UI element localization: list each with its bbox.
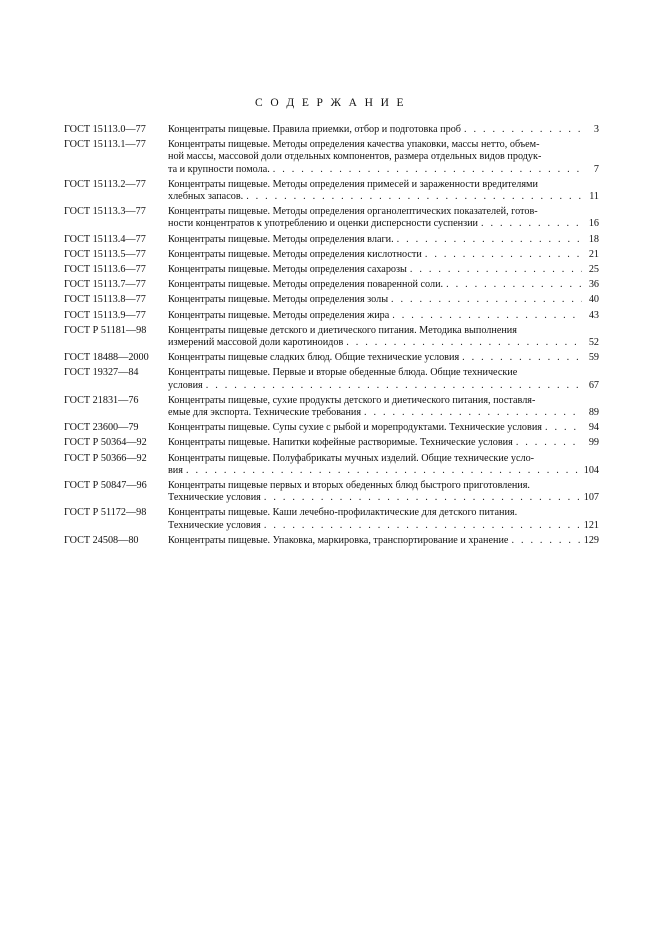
title-text: Концентраты пищевые. Методы определения жира bbox=[168, 309, 390, 321]
title-last-line bbox=[168, 218, 599, 230]
toc-entry bbox=[64, 249, 599, 261]
dot-leader bbox=[273, 164, 582, 176]
title-text: Технические условия bbox=[168, 492, 261, 504]
entry-title bbox=[168, 206, 599, 230]
page-number: 67 bbox=[588, 379, 599, 391]
dot-leader bbox=[392, 310, 582, 322]
title-text: Концентраты пищевые. Методы определения кислотности bbox=[168, 248, 422, 260]
title-line: Концентраты пищевые. Первые и вторые обеденные блюда. Общие технические bbox=[168, 367, 518, 379]
title-last-line bbox=[168, 407, 599, 419]
toc-entry bbox=[64, 264, 599, 276]
entry-title bbox=[168, 437, 599, 449]
title-last-line bbox=[168, 337, 599, 349]
page-number: 89 bbox=[588, 407, 599, 419]
dot-leader bbox=[462, 352, 582, 364]
title-last-line bbox=[168, 520, 599, 532]
dot-leader bbox=[391, 294, 582, 306]
standard-code: ГОСТ Р 50366—92 bbox=[64, 452, 147, 464]
entry-title bbox=[168, 535, 599, 547]
entry-title bbox=[168, 179, 599, 203]
title-last-line bbox=[168, 279, 599, 291]
standard-code: ГОСТ Р 50364—92 bbox=[64, 437, 147, 449]
entry-title bbox=[168, 279, 599, 291]
dot-leader bbox=[264, 492, 581, 504]
title-line: Концентраты пищевые. Методы определения примесей и зараженности вредителями bbox=[168, 178, 538, 190]
page-number: 18 bbox=[588, 233, 599, 245]
standard-code: ГОСТ 15113.0—77 bbox=[64, 124, 146, 135]
entry-title bbox=[168, 264, 599, 276]
entry-title bbox=[168, 507, 599, 531]
toc-entry bbox=[64, 279, 599, 291]
title-line: Концентраты пищевые. Методы определения органолептических показателей, готов- bbox=[168, 206, 538, 218]
title-last-line bbox=[168, 264, 599, 276]
title-text: Концентраты пищевые. Методы определения влаги. bbox=[168, 233, 394, 245]
toc-entry bbox=[64, 124, 599, 136]
page-number: 59 bbox=[588, 352, 599, 364]
entry-title bbox=[168, 395, 599, 419]
standard-code: ГОСТ 15113.7—77 bbox=[64, 279, 146, 291]
standard-code: ГОСТ Р 51172—98 bbox=[64, 507, 147, 519]
toc-entry bbox=[64, 507, 599, 531]
title-line: Концентраты пищевые. Методы определения качества упаковки, массы нетто, объем- bbox=[168, 139, 540, 151]
dot-leader bbox=[364, 407, 582, 419]
title-last-line bbox=[168, 492, 599, 504]
entry-title bbox=[168, 325, 599, 349]
toc-entry bbox=[64, 179, 599, 203]
page-number: 40 bbox=[588, 294, 599, 306]
page-number: 99 bbox=[588, 437, 599, 449]
title-text: Технические условия bbox=[168, 519, 261, 531]
page-number: 121 bbox=[583, 519, 599, 531]
toc-entry bbox=[64, 535, 599, 547]
title-text: Концентраты пищевые. Супы сухие с рыбой и морепродуктами. Технические условия bbox=[168, 422, 542, 434]
page-number: 16 bbox=[588, 218, 599, 230]
dot-leader bbox=[264, 520, 581, 532]
standard-code: ГОСТ Р 50847—96 bbox=[64, 480, 147, 492]
dot-leader bbox=[516, 437, 582, 449]
toc-entry bbox=[64, 480, 599, 504]
entry-title bbox=[168, 453, 599, 477]
title-text: хлебных запасов. bbox=[168, 191, 244, 203]
entry-title bbox=[168, 139, 599, 176]
standard-code: ГОСТ 15113.5—77 bbox=[64, 248, 146, 260]
title-text: Концентраты пищевые. Напитки кофейные растворимые. Технические условия bbox=[168, 437, 513, 449]
toc-entry bbox=[64, 325, 599, 349]
title-last-line bbox=[168, 124, 599, 136]
page-number: 129 bbox=[583, 534, 599, 546]
dot-leader bbox=[346, 337, 582, 349]
title-line: ной массы, массовой доли отдельных компонентов, размера отдельных видов продук- bbox=[168, 151, 542, 163]
toc-entry bbox=[64, 310, 599, 322]
title-text: Концентраты пищевые. Методы определения золы bbox=[168, 294, 389, 306]
entry-title bbox=[168, 249, 599, 261]
title-text: Концентраты пищевые. Методы определения поваренной соли. bbox=[168, 279, 444, 291]
standard-code: ГОСТ 15113.8—77 bbox=[64, 294, 146, 306]
title-line: Концентраты пищевые. Полуфабрикаты мучных изделий. Общие технические усло- bbox=[168, 452, 535, 464]
dot-leader bbox=[206, 380, 582, 392]
title-last-line bbox=[168, 437, 599, 449]
title-line: Концентраты пищевые. Каши лечебно-профилактические для детского питания. bbox=[168, 507, 518, 519]
standard-code: ГОСТ 15113.2—77 bbox=[64, 178, 146, 190]
dot-leader bbox=[481, 218, 582, 230]
toc-entry bbox=[64, 437, 599, 449]
page-number: 107 bbox=[583, 492, 599, 504]
dot-leader bbox=[186, 465, 581, 477]
table-of-contents bbox=[64, 124, 599, 550]
entry-title bbox=[168, 294, 599, 306]
title-line: Концентраты пищевые первых и вторых обеденных блюд быстрого приготовления. bbox=[168, 480, 530, 492]
dot-leader bbox=[246, 191, 582, 203]
page-number: 36 bbox=[588, 279, 599, 291]
standard-code: ГОСТ 15113.9—77 bbox=[64, 309, 146, 321]
title-text: емые для экспорта. Технические требования bbox=[168, 407, 362, 419]
title-line: Концентраты пищевые, сухие продукты детского и диетического питания, поставля- bbox=[168, 394, 536, 406]
toc-entry bbox=[64, 206, 599, 230]
title-line: Концентраты пищевые детского и диетического питания. Методика выполнения bbox=[168, 324, 517, 336]
standard-code: ГОСТ 23600—79 bbox=[64, 422, 139, 434]
standard-code: ГОСТ 24508—80 bbox=[64, 534, 139, 546]
dot-leader bbox=[464, 124, 582, 136]
title-last-line bbox=[168, 535, 599, 547]
dot-leader bbox=[446, 279, 582, 291]
toc-entry bbox=[64, 422, 599, 434]
title-last-line bbox=[168, 294, 599, 306]
title-text: Концентраты пищевые. Методы определения сахарозы bbox=[168, 264, 407, 276]
entry-title bbox=[168, 367, 599, 391]
page-number: 3 bbox=[593, 124, 599, 135]
title-last-line bbox=[168, 164, 599, 176]
toc-entry bbox=[64, 139, 599, 176]
page-number: 94 bbox=[588, 422, 599, 434]
page-number: 104 bbox=[583, 464, 599, 476]
contents-heading: С О Д Е Р Ж А Н И Е bbox=[255, 97, 406, 109]
title-text: вия bbox=[168, 464, 183, 476]
entry-title bbox=[168, 422, 599, 434]
standard-code: ГОСТ 19327—84 bbox=[64, 367, 139, 379]
title-text: измерений массовой доли каротиноидов bbox=[168, 337, 344, 349]
title-last-line bbox=[168, 191, 599, 203]
entry-title bbox=[168, 310, 599, 322]
title-last-line bbox=[168, 352, 599, 364]
standard-code: ГОСТ 15113.1—77 bbox=[64, 139, 146, 151]
entry-title bbox=[168, 234, 599, 246]
title-text: Концентраты пищевые. Правила приемки, отбор и подготовка проб bbox=[168, 124, 461, 135]
page-number: 25 bbox=[588, 264, 599, 276]
standard-code: ГОСТ 18488—2000 bbox=[64, 352, 149, 364]
title-text: Концентраты пищевые. Упаковка, маркировка, транспортирование и хранение bbox=[168, 534, 509, 546]
title-last-line bbox=[168, 465, 599, 477]
toc-entry bbox=[64, 453, 599, 477]
dot-leader bbox=[410, 264, 582, 276]
standard-code: ГОСТ Р 51181—98 bbox=[64, 324, 147, 336]
title-last-line bbox=[168, 422, 599, 434]
title-last-line bbox=[168, 310, 599, 322]
entry-title bbox=[168, 480, 599, 504]
page-number: 52 bbox=[588, 337, 599, 349]
dot-leader bbox=[545, 422, 582, 434]
standard-code: ГОСТ 15113.6—77 bbox=[64, 264, 146, 276]
title-text: условия bbox=[168, 379, 203, 391]
toc-entry bbox=[64, 234, 599, 246]
standard-code: ГОСТ 15113.4—77 bbox=[64, 233, 146, 245]
standard-code: ГОСТ 21831—76 bbox=[64, 394, 139, 406]
toc-entry bbox=[64, 294, 599, 306]
toc-entry bbox=[64, 352, 599, 364]
toc-entry bbox=[64, 395, 599, 419]
page-number: 21 bbox=[588, 248, 599, 260]
toc-entry bbox=[64, 367, 599, 391]
entry-title bbox=[168, 352, 599, 364]
entry-title bbox=[168, 124, 599, 136]
title-text: Концентраты пищевые сладких блюд. Общие технические условия bbox=[168, 352, 460, 364]
dot-leader bbox=[425, 249, 582, 261]
page-number: 7 bbox=[593, 163, 599, 175]
title-last-line bbox=[168, 380, 599, 392]
dot-leader bbox=[511, 535, 580, 547]
title-text: та и крупности помола. bbox=[168, 163, 270, 175]
title-last-line bbox=[168, 249, 599, 261]
dot-leader bbox=[397, 234, 582, 246]
title-text: ности концентратов к употреблению и оценки дисперсности суспензии bbox=[168, 218, 479, 230]
title-last-line bbox=[168, 234, 599, 246]
standard-code: ГОСТ 15113.3—77 bbox=[64, 206, 146, 218]
page-number: 11 bbox=[589, 191, 599, 203]
page-number: 43 bbox=[588, 309, 599, 321]
